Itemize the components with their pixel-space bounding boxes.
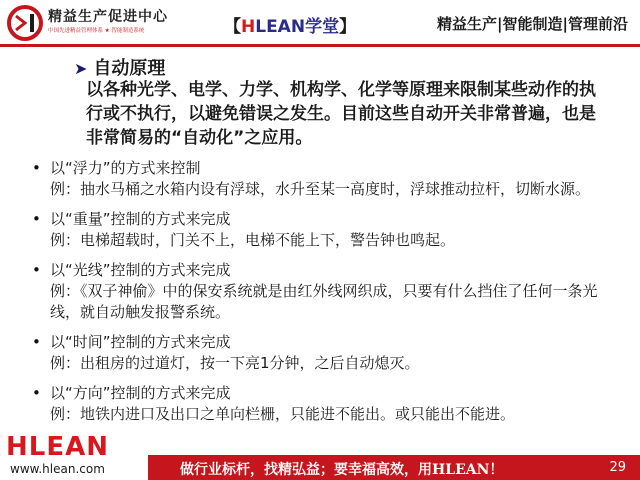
footer-slogan: 做行业标杆，找精弘益；要幸福高效，用HLEAN！ — [180, 462, 504, 478]
item-title: 以“光线”控制的方式来完成 — [50, 261, 231, 279]
org-tagline: 中国先进精益管理体系 ★ 智能制造系统 — [48, 28, 145, 34]
org-name: 精益生产促进中心 — [48, 9, 168, 25]
item-title: 以“浮力”的方式来控制 — [50, 159, 201, 177]
list-item — [30, 158, 620, 200]
bullet-dot-icon: • — [32, 384, 41, 402]
header-tagline: 精益生产|智能制造|管理前沿 — [437, 15, 628, 33]
item-title: 以“方向”控制的方式来完成 — [50, 384, 231, 402]
list-item — [30, 332, 620, 374]
item-example: 例：出租房的过道灯，按一下亮1分钟，之后自动熄灭。 — [50, 354, 420, 372]
footer-logo-text: HLEAN — [6, 432, 109, 462]
item-example: 例：抽水马桶之水箱内设有浮球，水升至某一高度时，浮球推动拉杆，切断水源。 — [50, 180, 591, 198]
list-item — [30, 383, 620, 425]
bullet-list — [30, 158, 620, 434]
item-title: 以“重量”控制的方式来完成 — [50, 210, 231, 228]
footer-logo — [6, 432, 126, 478]
bullet-dot-icon: • — [32, 210, 41, 228]
page-number: 29 — [609, 460, 626, 475]
header-divider — [0, 44, 640, 47]
brand-bracket-open: 【 — [224, 17, 241, 37]
item-title: 以“时间”控制的方式来完成 — [50, 333, 231, 351]
slide-header — [0, 0, 640, 48]
item-example: 例：《双子神偷》中的保安系统就是由红外线网织成，只要有什么挡住了任何一条光线，就自动触发报警系统。 — [50, 282, 598, 321]
org-logo-icon — [6, 4, 44, 42]
bullet-dot-icon: • — [32, 333, 41, 351]
brand-h: H — [241, 17, 256, 37]
item-example: 例：地铁内进口及出口之单向栏栅，只能进不能出。或只能出不能进。 — [50, 405, 516, 423]
bullet-dot-icon: • — [32, 159, 41, 177]
section-title — [74, 54, 165, 80]
brand-bracket-close: 】 — [339, 17, 357, 37]
list-item — [30, 209, 620, 251]
item-example: 例：电梯超载时，门关不上，电梯不能上下，警告钟也鸣起。 — [50, 231, 456, 249]
footer-url: www.hlean.com — [10, 462, 105, 476]
arrow-bullet-icon: ➤ — [74, 59, 88, 78]
section-title-text: 自动原理 — [93, 58, 166, 79]
list-item — [30, 260, 620, 323]
section-intro: 以各种光学、电学、力学、机构学、化学等原理来限制某些动作的执行或不执行，以避免错误之发生。目前这些自动开关非常普遍，也是非常简易的“自动化”之应用。 — [86, 80, 596, 148]
brand-title — [224, 12, 356, 37]
brand-xuetang: 学堂 — [305, 17, 340, 37]
brand-lean: LEAN — [255, 17, 306, 37]
bullet-dot-icon: • — [32, 261, 41, 279]
